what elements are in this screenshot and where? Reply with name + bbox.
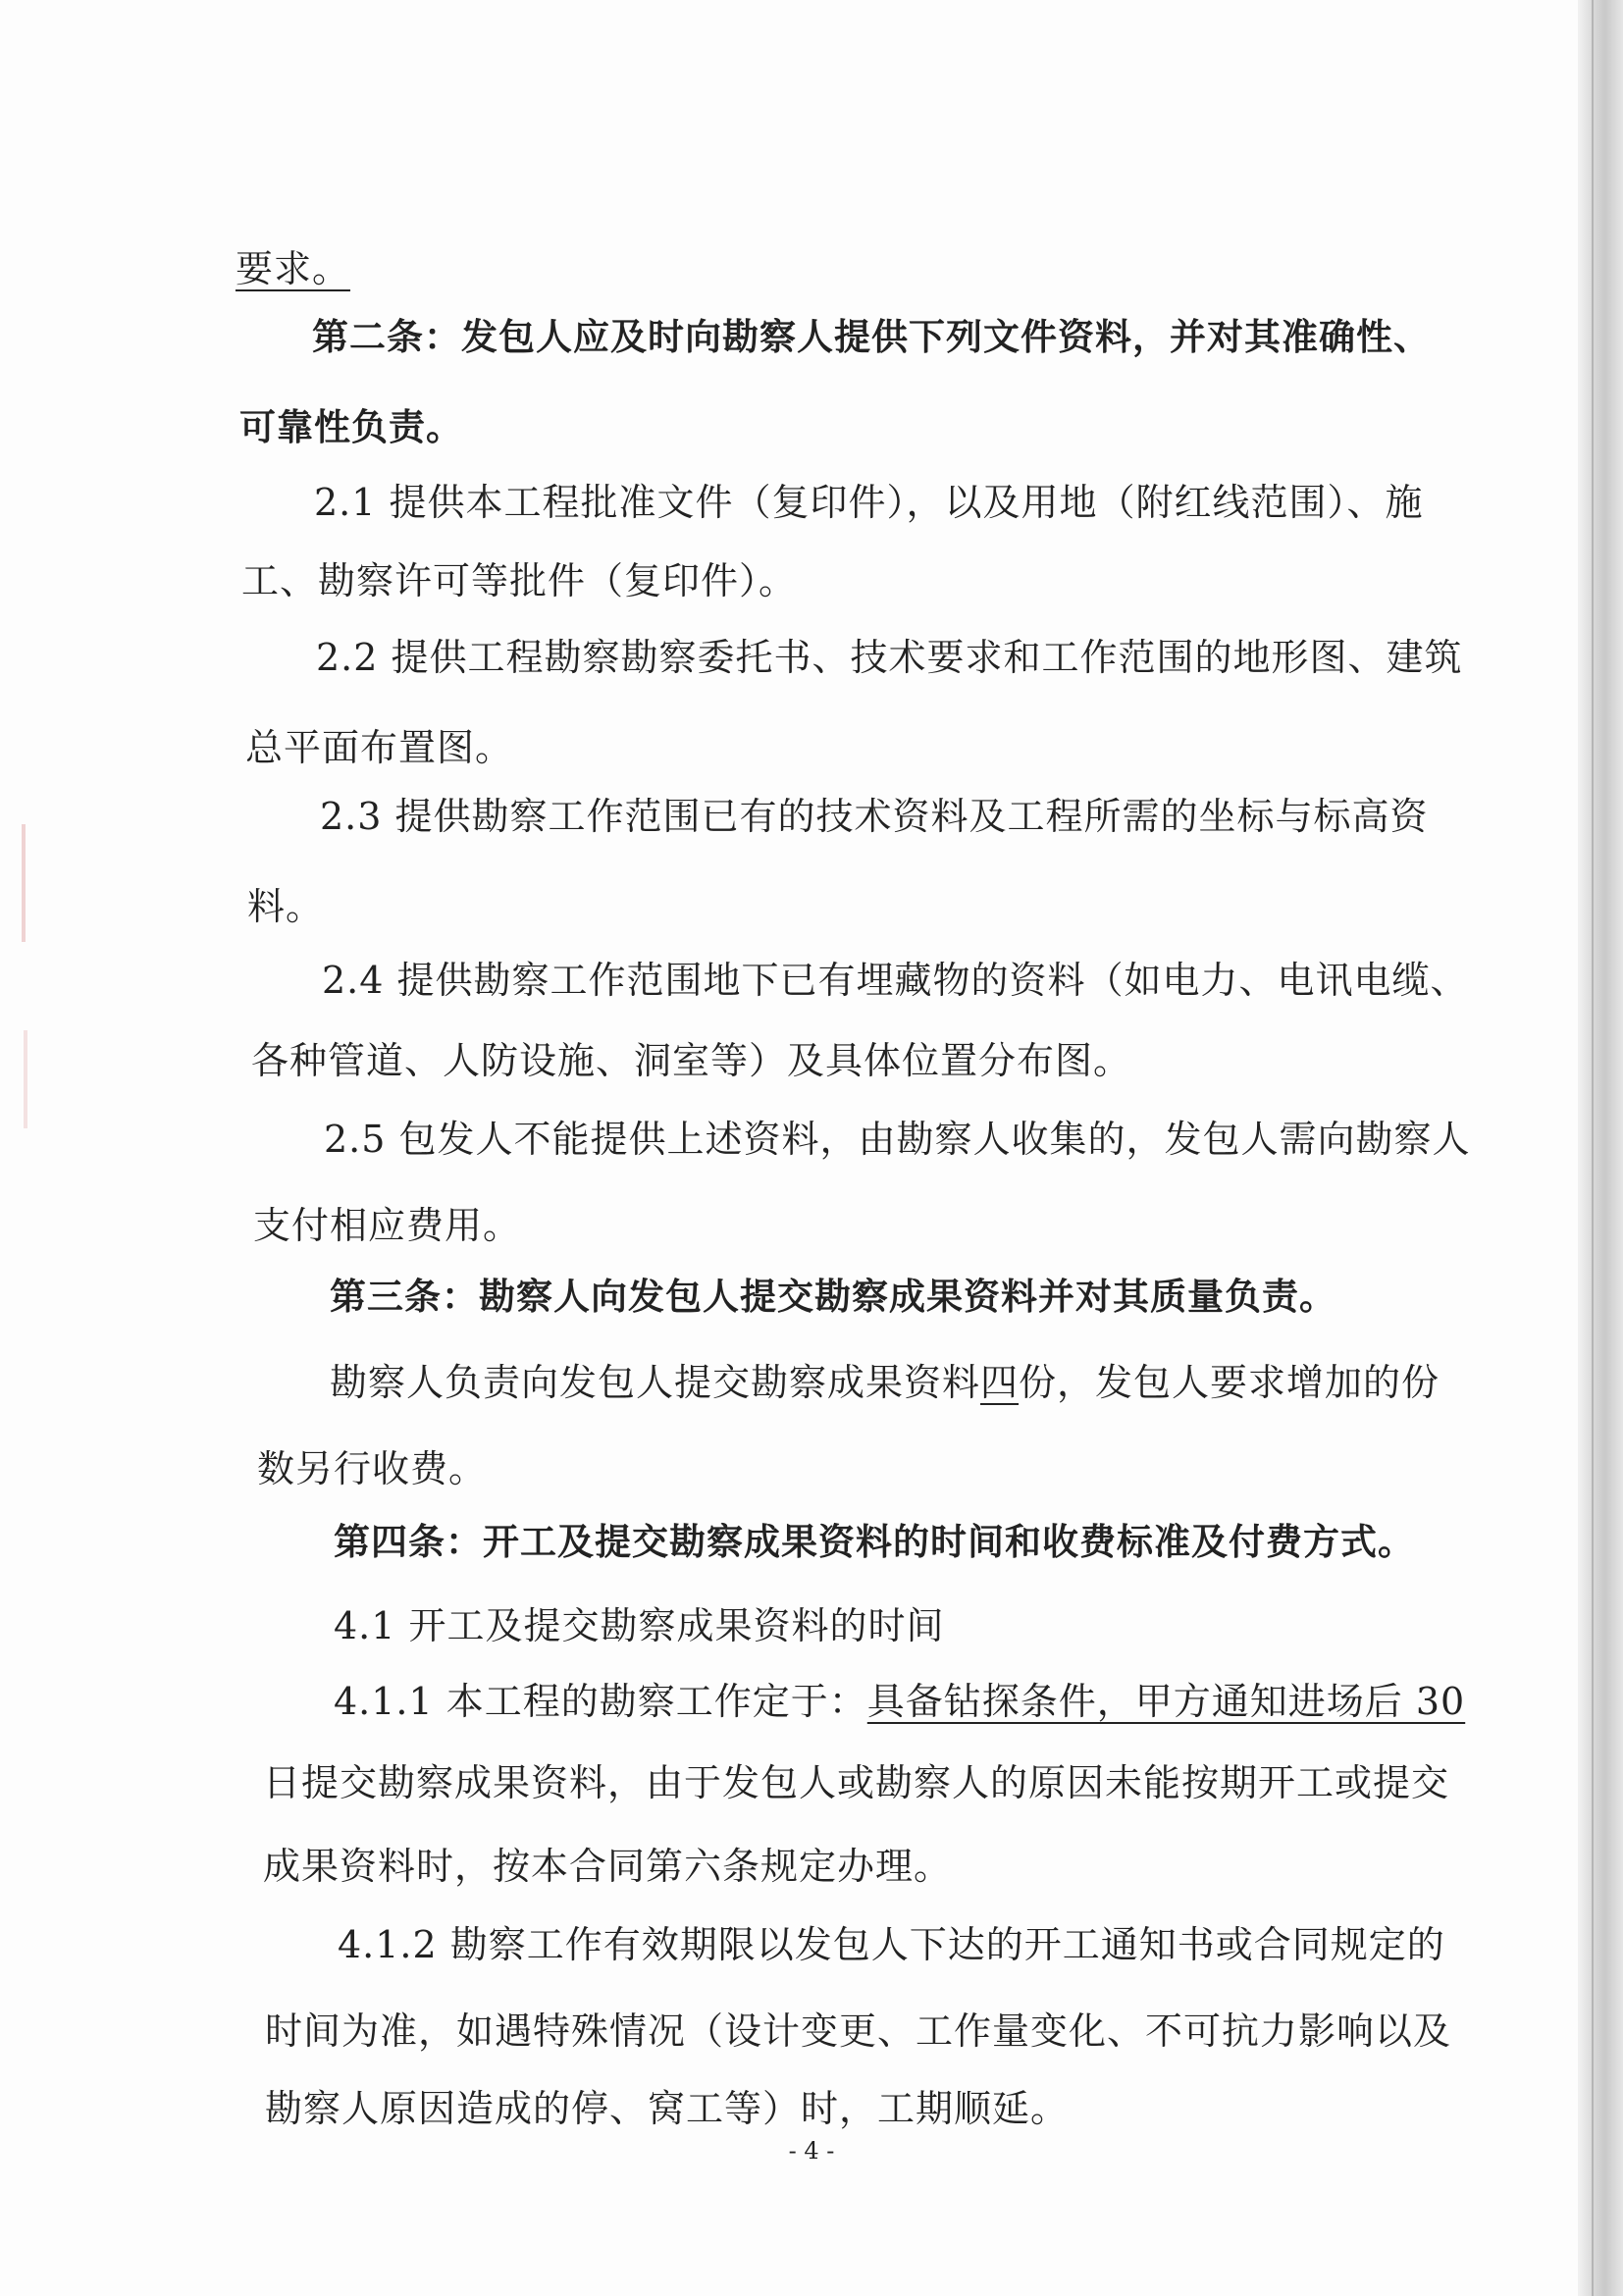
clause-4-1-1-text: 4.1.1 本工程的勘察工作定于：: [334, 1680, 867, 1723]
start-condition: 具备钻探条件，甲方通知进场后 30: [866, 1680, 1466, 1723]
clause-2-2-cont: 总平面布置图。: [245, 726, 514, 769]
scan-edge-shadow: [1578, 0, 1623, 2296]
clause-4-1-2-cont: 勘察人原因造成的停、窝工等）时，工期顺延。: [265, 2087, 1070, 2130]
clause-4-1-1-cont: 成果资料时，按本合同第六条规定办理。: [263, 1845, 953, 1888]
clause-2-3: 2.3 提供勘察工作范围已有的技术资料及工程所需的坐标与标高资: [320, 795, 1429, 838]
clause-2-5: 2.5 包发人不能提供上述资料，由勘察人收集的，发包人需向勘察人: [324, 1118, 1471, 1161]
clause-4-1-2-cont: 时间为准，如遇特殊情况（设计变更、工作量变化、不可抗力影响以及: [265, 2009, 1452, 2053]
copies-count: 四: [980, 1361, 1020, 1404]
scan-mark: [22, 824, 26, 942]
clause-4-1-1: [334, 1678, 1465, 1725]
clause-2-1: 2.1 提供本工程批准文件（复印件），以及用地（附红线范围）、施: [314, 481, 1424, 524]
clause-2-4-cont: 各种管道、人防设施、洞室等）及具体位置分布图。: [251, 1039, 1132, 1082]
clause-4-1-2: 4.1.2 勘察工作有效期限以发包人下达的开工通知书或合同规定的: [338, 1923, 1445, 1966]
clause-2-4: 2.4 提供勘察工作范围地下已有埋藏物的资料（如电力、电讯电缆、: [322, 959, 1469, 1002]
article-2-heading-cont: 可靠性负责。: [239, 406, 463, 448]
clause-2-2: 2.2 提供工程勘察勘察委托书、技术要求和工作范围的地形图、建筑: [316, 636, 1463, 679]
text-line: 要求。: [236, 247, 351, 290]
scan-edge-line: [1592, 0, 1594, 2296]
clause-2-3-cont: 料。: [247, 885, 325, 928]
article-4-heading: 第四条：开工及提交勘察成果资料的时间和收费标准及付费方式。: [334, 1521, 1415, 1563]
page-number: - 4 -: [788, 2137, 835, 2165]
article-3-body-text: 份，发包人要求增加的份: [1019, 1361, 1440, 1404]
article-3-heading: 第三条：勘察人向发包人提交勘察成果资料并对其质量负责。: [330, 1276, 1336, 1318]
article-2-heading: 第二条：发包人应及时向勘察人提供下列文件资料，并对其准确性、: [312, 316, 1431, 358]
article-3-body: [330, 1359, 1440, 1406]
clause-4-1: 4.1 开工及提交勘察成果资料的时间: [334, 1604, 945, 1647]
clause-2-1-cont: 工、勘察许可等批件（复印件）。: [241, 559, 798, 602]
article-3-body-cont: 数另行收费。: [257, 1447, 488, 1490]
clause-4-1-1-cont: 日提交勘察成果资料，由于发包人或勘察人的原因未能按期开工或提交: [263, 1761, 1450, 1804]
article-3-body-text: 勘察人负责向发包人提交勘察成果资料: [330, 1361, 981, 1404]
clause-2-5-cont: 支付相应费用。: [253, 1204, 522, 1247]
scan-mark: [24, 1030, 27, 1128]
